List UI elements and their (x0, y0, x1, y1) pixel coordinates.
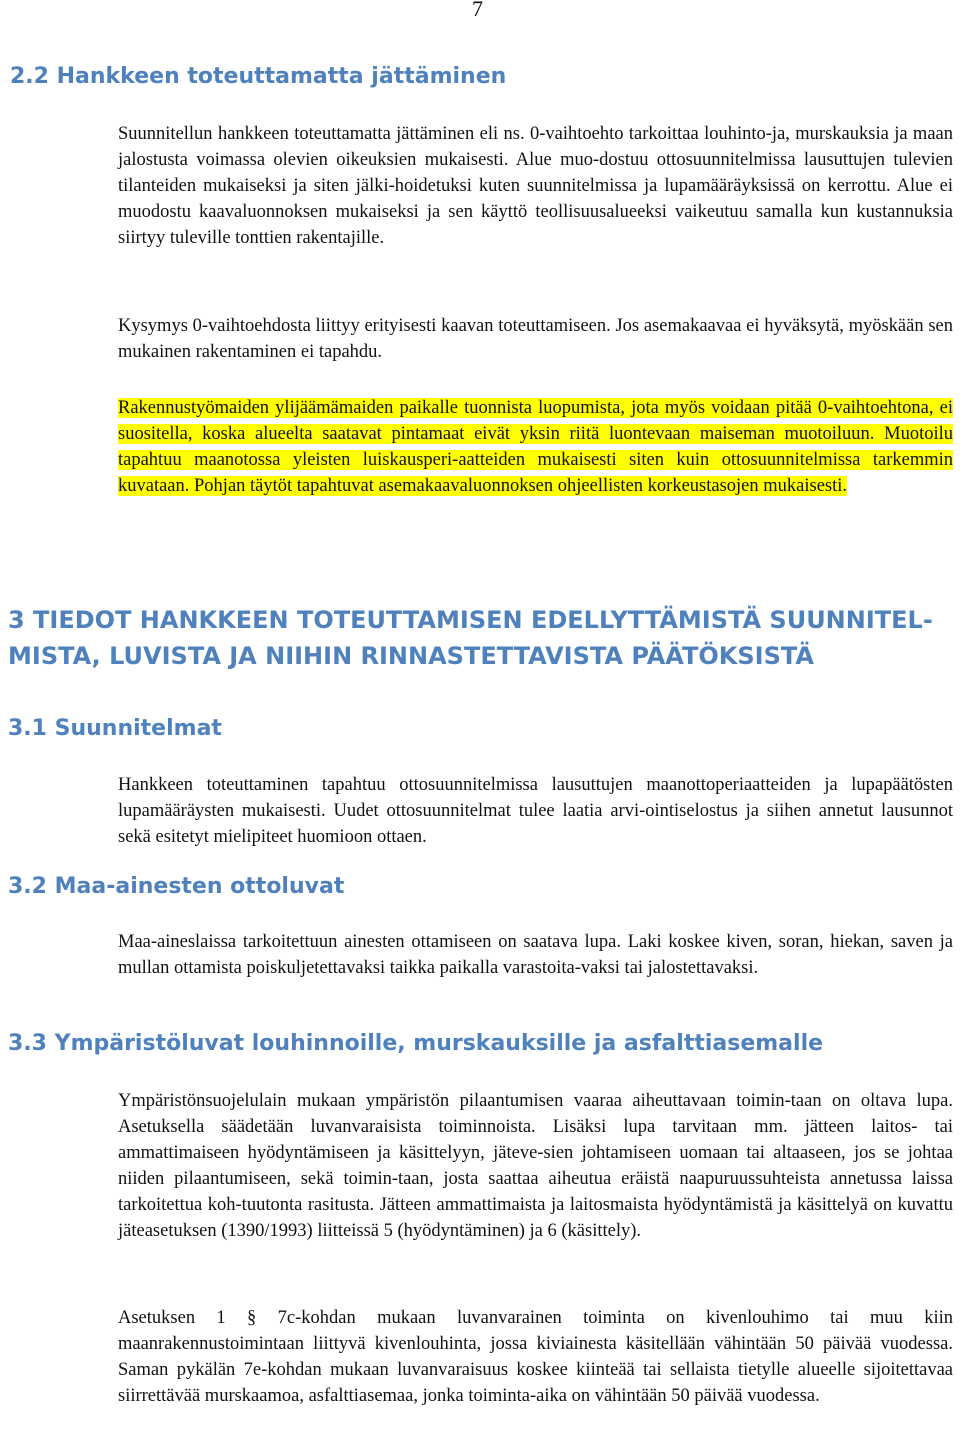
paragraph-highlighted-surplus-soil (118, 395, 953, 499)
chapter-heading-3 (8, 602, 958, 674)
page-number: 7 (472, 0, 483, 21)
chapter-heading-3-line1: 3 TIEDOT HANKKEEN TOTEUTTAMISEN EDELLYTTÄMISTÄ SUUNNITEL- (8, 606, 933, 634)
paragraph-environmental-permits: Ympäristönsuojelulain mukaan ympäristön pilaantumisen vaaraa aiheuttavaan toimin-taan on oltava lupa. Asetuksella säädetään luvanvaraisista toiminnoista. Lisäksi lupa tarvitaan mm. jätteen laitos- tai ammattimaiseen hyödyntämiseen ja käsittelyyn, jäteve-sien johtamiseen uomaan tai altaaseen, jos se johtaa niiden pilaantumiseen, sekä toimin-taan, josta saattaa aiheutua eräistä naapuruussuhteista annetussa laissa tarkoitettua koh-tuutonta rasitusta. Jätteen ammattimaista ja laitosmaista hyödyntämistä ja käsittelyä on kuvattu jäteasetuksen (1390/1993) liitteissä 5 (hyödyntäminen) ja 6 (käsittely). (118, 1091, 953, 1241)
section-heading-3-3: 3.3 Ympäristöluvat louhinnoille, murskauksille ja asfalttiasemalle (8, 1031, 824, 1056)
section-heading-3-1: 3.1 Suunnitelmat (8, 716, 222, 741)
paragraph-extraction-permits: Maa-aineslaissa tarkoitettuun ainesten ottamiseen on saatava lupa. Laki koskee kiven, soran, hiekan, saven ja mullan ottamista poiskuljetettavaksi taikka paikalla varastoita-vaksi tai jalostettavaksi. (118, 932, 953, 978)
section-heading-2-2: 2.2 Hankkeen toteuttamatta jättäminen (10, 64, 507, 89)
chapter-heading-3-line2: MISTA, LUVISTA JA NIIHIN RINNASTETTAVISTA PÄÄTÖKSISTÄ (8, 642, 814, 670)
paragraph-plans: Hankkeen toteuttaminen tapahtuu ottosuunnitelmissa lausuttujen maanottoperiaatteiden ja lupapäätösten lupamääräysten mukaisesti. Uudet ottosuunnitelmat tulee laatia arvi-ointiselostus ja siihen annetut lausunnot sekä esitetyt mielipiteet huomioon ottaen. (118, 775, 953, 847)
paragraph-zoning-question: Kysymys 0-vaihtoehdosta liittyy erityisesti kaavan toteuttamiseen. Jos asemakaavaa ei hyväksytä, myöskään sen mukainen rakentaminen ei tapahdu. (118, 316, 953, 362)
highlighted-text: Rakennustyömaiden ylijäämämaiden paikalle tuonnista luopumista, jota myös voidaan pitää 0-vaihtoehtona, ei suositella, koska alueelta saatavat pintamaat eivät yksin riitä luontevaan maiseman muotoiluun. Muotoilu tapahtuu maanotossa yleisten luiskausperi-aatteiden mukaisesti siten kuin ottosuunnitelmissa tarkemmin kuvataan. Pohjan täytöt tapahtuvat asemakaavaluonnoksen ohjeellisten korkeustasojen mukaisesti. (118, 398, 953, 496)
paragraph-zero-option: Suunnitellun hankkeen toteuttamatta jättäminen eli ns. 0-vaihtoehto tarkoittaa louhinto-ja, murskauksia ja maan jalostusta voimassa olevien oikeuksien mukaisesti. Alue muo-dostuu ottosuunnitelmissa lausuttujen tulevien tilanteiden mukaiseksi ja siten jälki-hoidetuksi kuten suunnitelmissa ja lupamääräyksissä on kerrottu. Alue ei muodostu kaavaluonnoksen mukaiseksi ja sen käyttö teollisuusalueeksi vaikeutuu samalla kun kustannuksia siirtyy tuleville tonttien rakentajille. (118, 124, 953, 248)
paragraph-decree-section: Asetuksen 1 § 7c-kohdan mukaan luvanvarainen toiminta on kivenlouhimo tai muu kiin maanrakennustoimintaan liittyvä kivenlouhinta, jossa kiviainesta käsitellään vähintään 50 päivää vuodessa. Saman pykälän 7e-kohdan mukaan luvanvaraisuus koskee kiinteää tai sellaista tietylle alueelle sijoitettavaa siirrettävää murskaamoa, asfalttiasemaa, jonka toiminta-aika on vähintään 50 päivää vuodessa. (118, 1308, 953, 1406)
section-heading-3-2: 3.2 Maa-ainesten ottoluvat (8, 874, 345, 899)
